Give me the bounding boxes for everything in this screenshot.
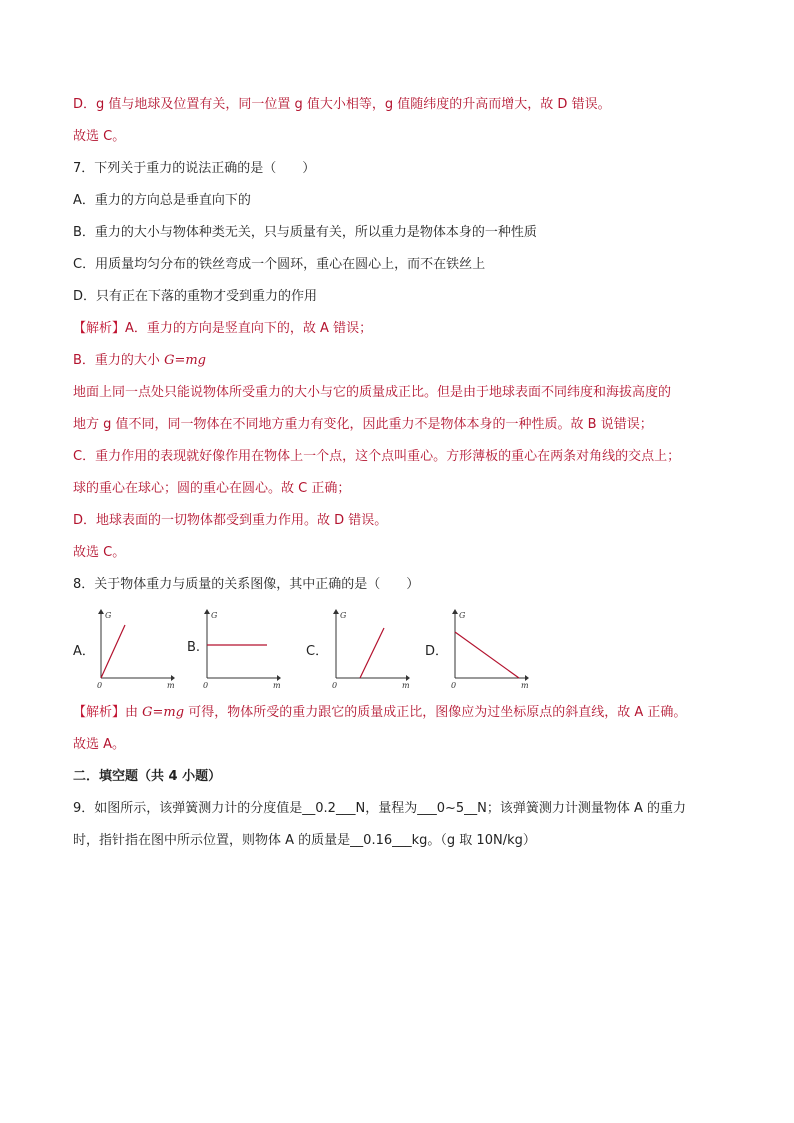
graph-d-svg <box>449 608 529 690</box>
q7-analysis-b-line3: 地方 g 值不同，同一物体在不同地方重力有变化，因此重力不是物体本身的一种性质。故 B 说错误； <box>73 417 653 432</box>
graph-b-svg <box>201 608 281 690</box>
q9-blank-range: ___0~5__ <box>417 801 478 816</box>
q6-d-text: g 值与地球及位置有关，同一位置 g 值大小相等，g 值随纬度的升高而增大，故 D 错误。 <box>96 97 611 112</box>
q8-analysis-post: 可得，物体所受的重力跟它的质量成正比，图像应为过坐标原点的斜直线，故 A 正确。 <box>184 705 687 720</box>
section-heading-fill-blank: 二．填空题（共 4 小题） <box>73 769 222 784</box>
graph-d-line <box>455 632 519 678</box>
q8-answer: 故选 A。 <box>73 737 126 752</box>
q9-blank-mass: __0.16___ <box>350 833 412 848</box>
q7-answer: 故选 C。 <box>73 545 126 560</box>
graph-c-origin: 0 <box>332 681 338 690</box>
q9-line2-b: kg。（g 取 10N/kg） <box>411 833 536 848</box>
q8-option-a-label: A． <box>73 644 95 659</box>
q9-line1-a: 9．如图所示，该弹簧测力计的分度值是 <box>73 801 303 816</box>
graph-b-y-label: G <box>211 611 218 620</box>
q8-option-b-graph <box>187 608 317 688</box>
q8-option-c-graph <box>306 608 436 688</box>
q8-analysis <box>73 704 686 722</box>
q7-option-b: B．重力的大小与物体种类无关，只与质量有关，所以重力是物体本身的一种性质 <box>73 225 537 240</box>
graph-b-y-arrow <box>204 609 210 614</box>
q8-analysis-pre: 由 <box>125 705 143 720</box>
q8-option-d-label: D． <box>425 644 449 659</box>
q9-line2-a: 时，指针指在图中所示位置，则物体 A 的质量是 <box>73 833 351 848</box>
q9-line1-c: N；该弹簧测力计测量物体 A 的重力 <box>477 801 687 816</box>
q7-analysis-a-text: A．重力的方向是竖直向下的，故 A 错误； <box>125 321 373 336</box>
q7-analysis-c-line2: 球的重心在球心；圆的重心在圆心。故 C 正确； <box>73 481 351 496</box>
graph-d-origin: 0 <box>451 681 457 690</box>
q8-option-a-graph <box>73 608 203 688</box>
q8-graph-options <box>73 608 693 688</box>
q8-stem: 8．关于物体重力与质量的关系图像，其中正确的是（ ） <box>73 577 420 592</box>
graph-a-y-arrow <box>98 609 104 614</box>
q7-option-c: C．用质量均匀分布的铁丝弯成一个圆环，重心在圆心上，而不在铁丝上 <box>73 257 486 272</box>
q6-answer: 故选 C。 <box>73 129 126 144</box>
graph-d-x-label: m <box>521 681 529 690</box>
q8-analysis-formula: G=mg <box>142 705 185 720</box>
q7-analysis-b <box>73 352 206 370</box>
graph-c-x-label: m <box>402 681 410 690</box>
q7-option-d: D．只有正在下落的重物才受到重力的作用 <box>73 289 318 304</box>
q7-analysis-a <box>73 320 372 338</box>
q7-option-a: A．重力的方向总是垂直向下的 <box>73 193 251 208</box>
graph-b-x-label: m <box>273 681 281 690</box>
graph-c-svg <box>330 608 410 690</box>
graph-a-y-label: G <box>105 611 112 620</box>
graph-b-origin: 0 <box>203 681 209 690</box>
graph-c-y-label: G <box>340 611 347 620</box>
graph-d-y-label: G <box>459 611 466 620</box>
q8-option-c-label: C． <box>306 644 329 659</box>
q9-line1-b: N，量程为 <box>355 801 418 816</box>
graph-a-origin: 0 <box>97 681 103 690</box>
q6-option-d-analysis <box>73 96 611 114</box>
q8-option-d-graph <box>425 608 555 688</box>
q7-analysis-b-line2: 地面上同一点处只能说物体所受重力的大小与它的质量成正比。但是由于地球表面不同纬度和海拔高度的 <box>73 385 672 400</box>
q9-line2 <box>73 832 536 850</box>
graph-a-x-label: m <box>167 681 175 690</box>
q7-analysis-c-line1: C．重力作用的表现就好像作用在物体上一个点，这个点叫重心。方形薄板的重心在两条对角线的交点上； <box>73 449 681 464</box>
q8-option-b-label: B. <box>187 640 201 655</box>
q7-analysis-d: D．地球表面的一切物体都受到重力作用。故 D 错误。 <box>73 513 388 528</box>
graph-c-y-arrow <box>333 609 339 614</box>
graph-a-svg <box>95 608 175 690</box>
graph-c-line <box>360 628 384 678</box>
q9-line1 <box>73 800 686 818</box>
analysis-tag: 【解析】 <box>73 705 126 720</box>
graph-d-y-arrow <box>452 609 458 614</box>
q7-analysis-b-formula: G=mg <box>164 353 206 368</box>
analysis-tag: 【解析】 <box>73 321 126 336</box>
q6-d-prefix: D． <box>73 97 97 112</box>
q7-stem: 7．下列关于重力的说法正确的是（ ） <box>73 161 316 176</box>
q9-blank-division: __0.2___ <box>302 801 356 816</box>
q7-analysis-b-prefix: B．重力的大小 <box>73 353 165 368</box>
graph-a-line <box>101 625 125 678</box>
